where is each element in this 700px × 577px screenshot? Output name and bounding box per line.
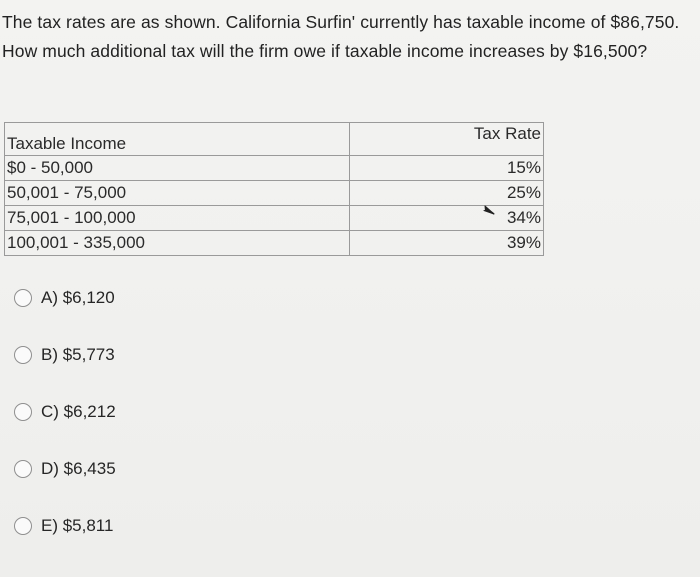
answer-option-label: A) $6,120 [41, 288, 115, 307]
answer-option-b[interactable] [14, 341, 414, 369]
answer-option-e[interactable] [14, 512, 414, 540]
radio-unselected-icon[interactable] [14, 346, 32, 364]
answer-option-label: B) $5,773 [41, 345, 115, 364]
tax-rate-cell: 15% [350, 156, 544, 181]
radio-unselected-icon[interactable] [14, 460, 32, 478]
header-tax-rate: Tax Rate [350, 123, 544, 156]
tax-rate-table [4, 122, 544, 256]
income-bracket-cell: 100,001 - 335,000 [5, 231, 350, 256]
question-text: The tax rates are as shown. California Surfin' currently has taxable income of $86,750. How much additional tax will the firm owe if taxable income increases by $16,500? [2, 12, 680, 61]
table-header-row [5, 123, 544, 156]
radio-unselected-icon[interactable] [14, 289, 32, 307]
answer-option-c[interactable] [14, 398, 414, 426]
income-bracket-cell: 50,001 - 75,000 [5, 181, 350, 206]
answer-option-label: E) $5,811 [41, 516, 114, 535]
radio-unselected-icon[interactable] [14, 517, 32, 535]
income-bracket-cell: 75,001 - 100,000 [5, 206, 350, 231]
table-row [5, 156, 544, 181]
answer-options [14, 284, 414, 569]
table-row [5, 206, 544, 231]
mouse-cursor-icon [482, 203, 496, 217]
answer-option-label: C) $6,212 [41, 402, 116, 421]
table-row [5, 231, 544, 256]
radio-unselected-icon[interactable] [14, 403, 32, 421]
answer-option-d[interactable] [14, 455, 414, 483]
table-row [5, 181, 544, 206]
income-bracket-cell: $0 - 50,000 [5, 156, 350, 181]
tax-rate-cell: 25% [350, 181, 544, 206]
answer-option-a[interactable] [14, 284, 414, 312]
tax-rate-cell: 34% [350, 206, 544, 231]
answer-option-label: D) $6,435 [41, 459, 116, 478]
tax-rate-cell: 39% [350, 231, 544, 256]
header-taxable-income: Taxable Income [5, 123, 350, 156]
